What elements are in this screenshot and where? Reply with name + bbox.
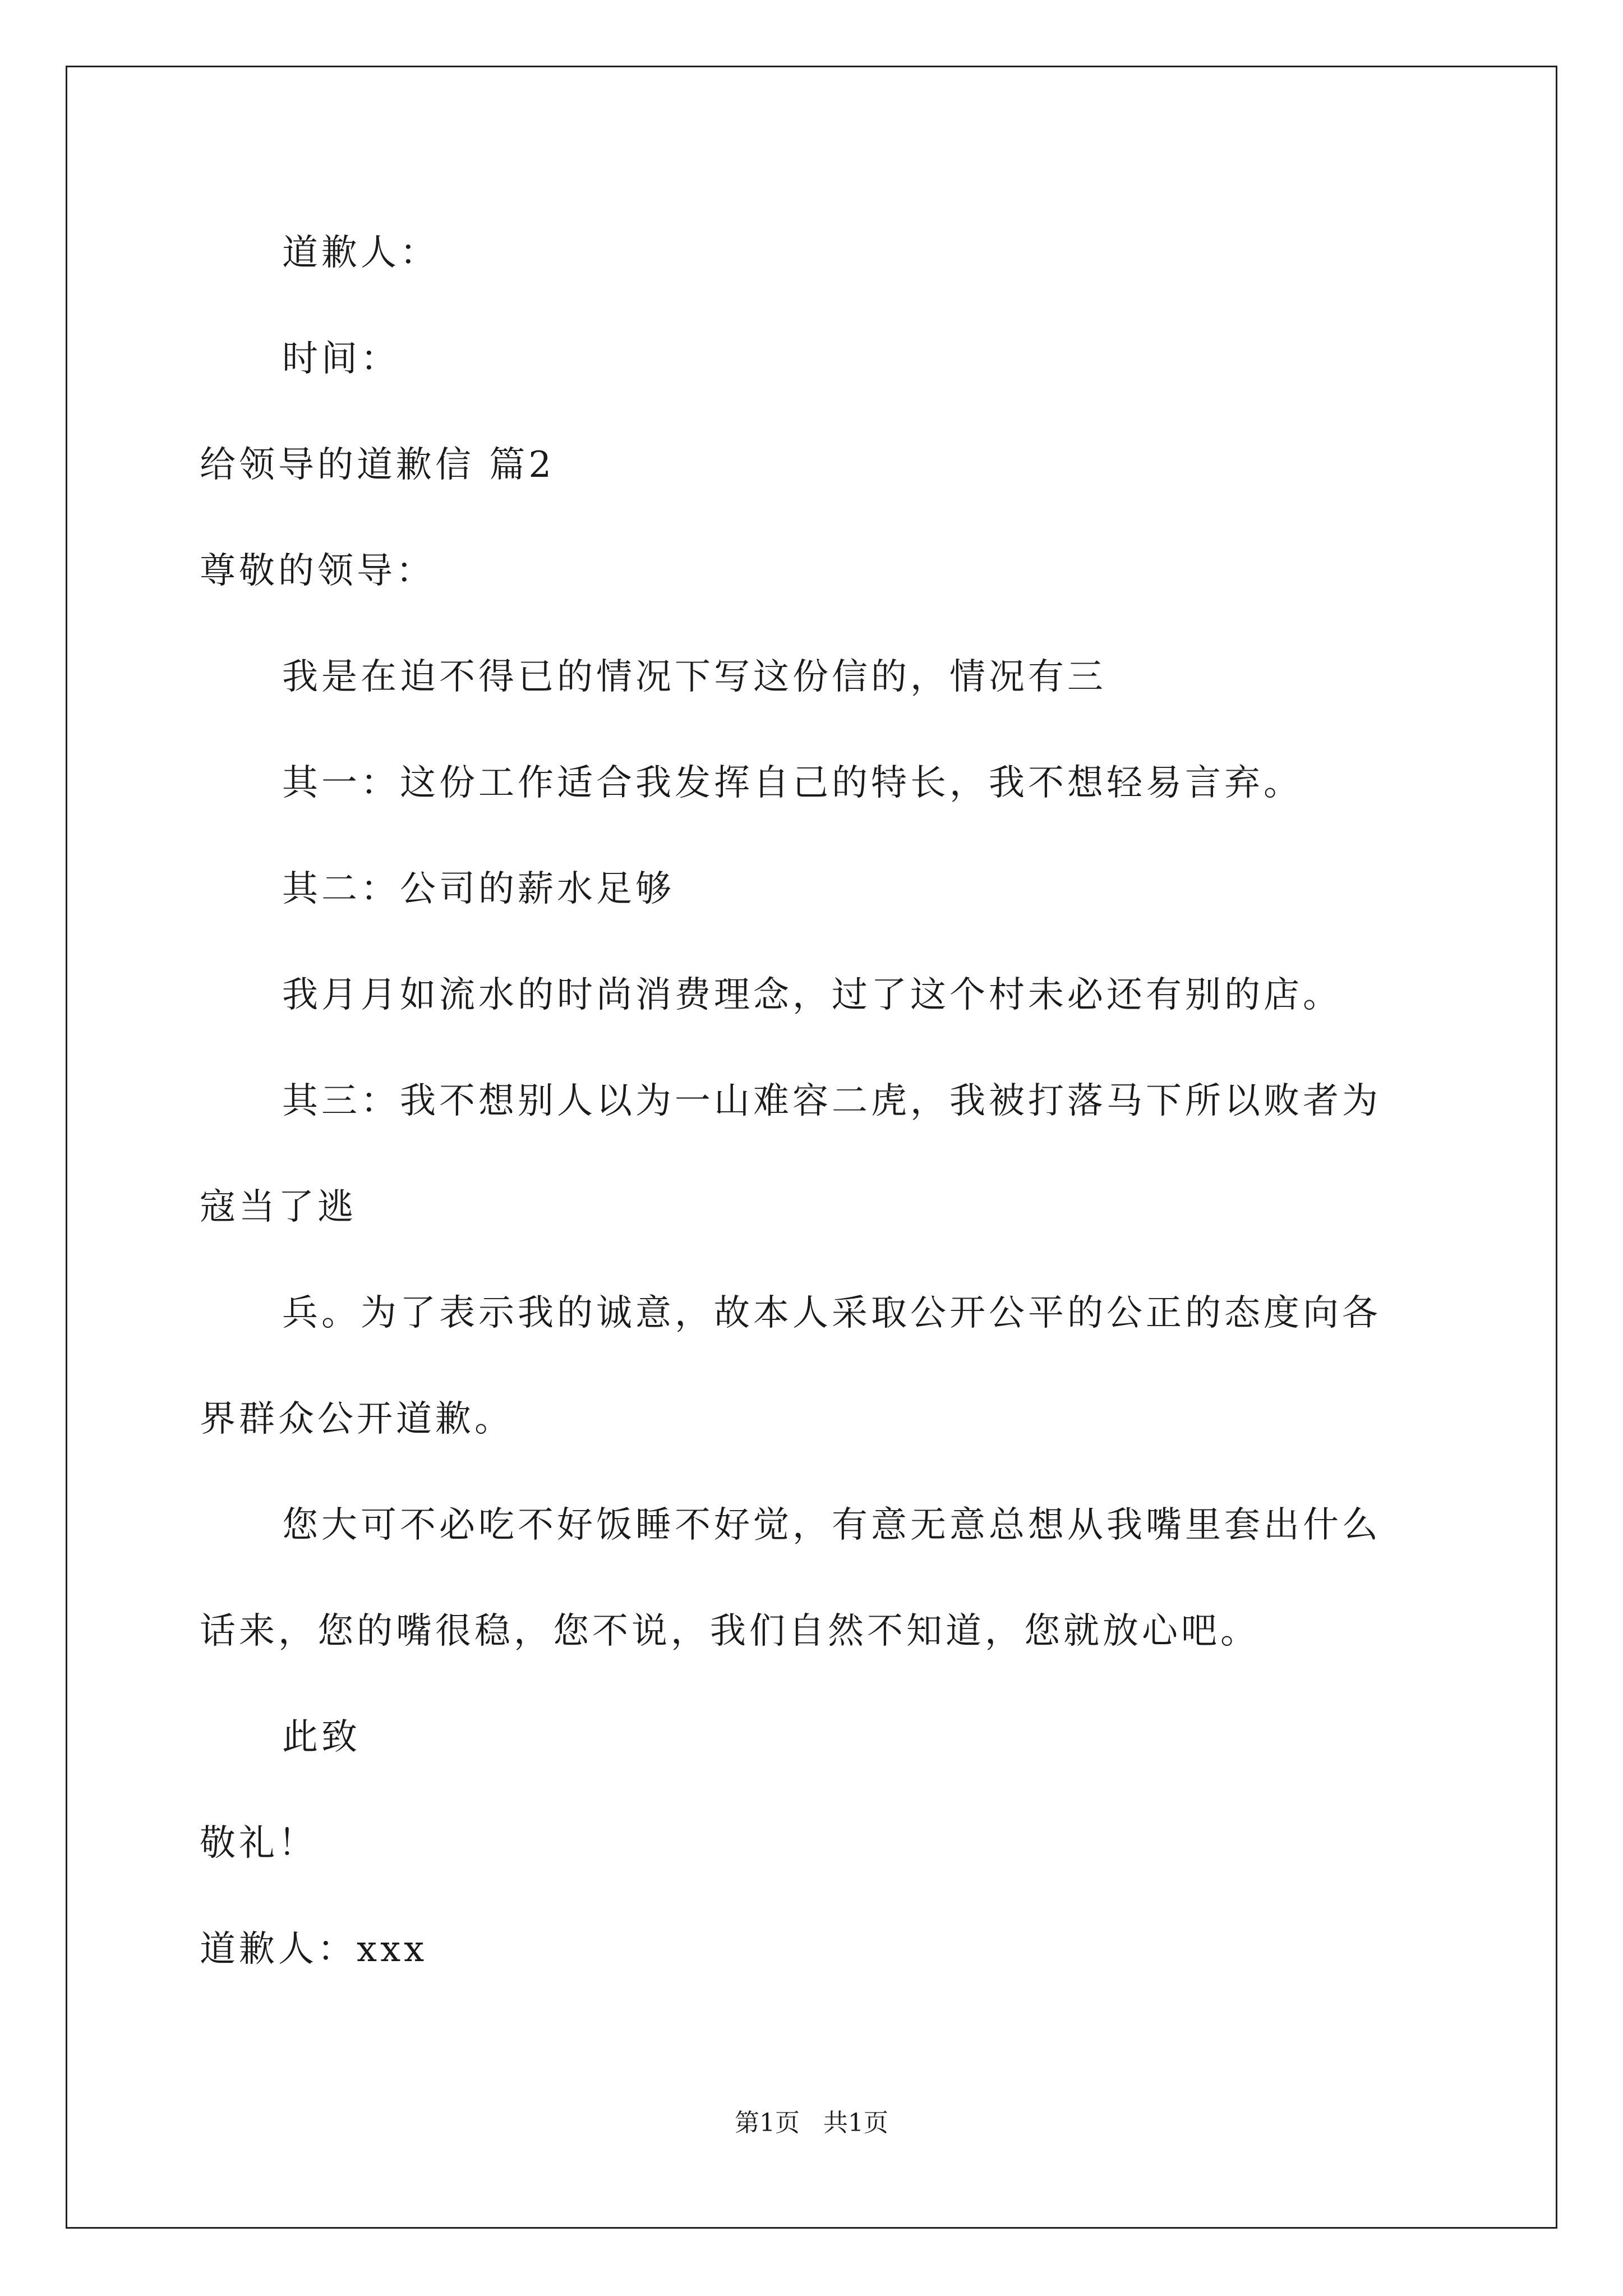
paragraph-reason-three-cont: 寇当了逃 <box>200 1186 357 1228</box>
paragraph-sincerity-cont: 界群众公开道歉。 <box>200 1398 514 1440</box>
paragraph-sincerity: 兵。为了表示我的诚意，故本人采取公开公平的公正的态度向各 <box>282 1292 1381 1334</box>
section-title: 给领导的道歉信 篇2 <box>200 444 555 486</box>
page-number: 第1页 共1页 <box>735 2109 888 2137</box>
signer-label: 道歉人： <box>282 232 439 274</box>
date-label: 时间： <box>282 338 400 380</box>
closing-salute: 敬礼！ <box>200 1823 317 1864</box>
page-frame <box>66 66 1557 2229</box>
paragraph-reason-three: 其三：我不想别人以为一山难容二虎，我被打落马下所以败者为 <box>282 1080 1381 1122</box>
paragraph-intro: 我是在迫不得已的情况下写这份信的，情况有三 <box>282 656 1106 698</box>
paragraph-reason-two: 其二：公司的薪水足够 <box>282 868 675 910</box>
paragraph-reason-two-cont: 我月月如流水的时尚消费理念，过了这个村未必还有别的店。 <box>282 974 1342 1016</box>
signature: 道歉人：xxx <box>200 1929 428 1970</box>
closing-phrase: 此致 <box>282 1717 361 1758</box>
paragraph-reassurance: 您大可不必吃不好饭睡不好觉，有意无意总想从我嘴里套出什么 <box>282 1504 1381 1546</box>
salutation: 尊敬的领导： <box>200 550 435 592</box>
paragraph-reason-one: 其一：这份工作适合我发挥自己的特长，我不想轻易言弃。 <box>282 762 1303 804</box>
paragraph-reassurance-cont: 话来，您的嘴很稳，您不说，我们自然不知道，您就放心吧。 <box>200 1611 1260 1652</box>
